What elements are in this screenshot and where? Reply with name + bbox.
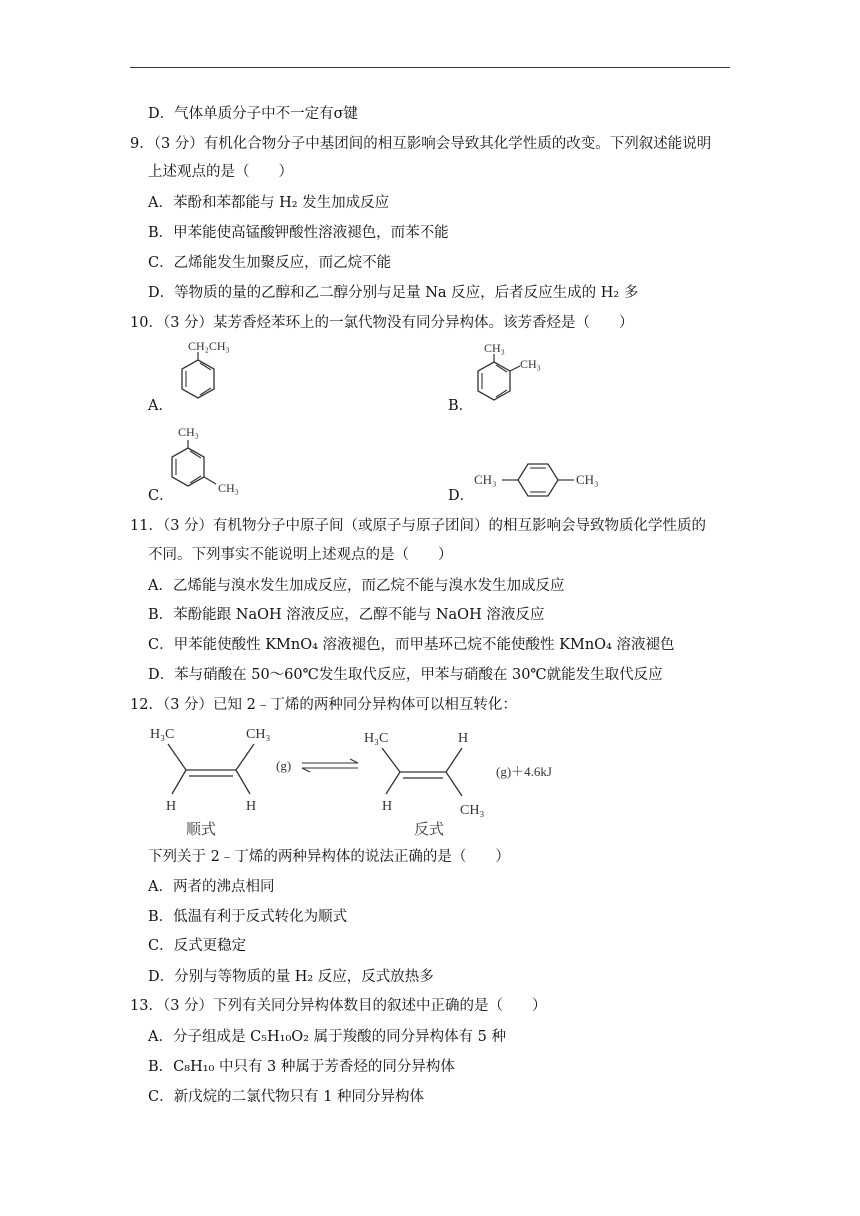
q10-option-a-label: A． xyxy=(148,398,173,414)
trans-ch3: CH₃ xyxy=(460,803,485,818)
cis-label: 顺式 xyxy=(186,820,217,838)
q9-stem-line1: 9．（3 分）有机化合物分子中基团间的相互影响会导致其化学性质的改变。下列叙述能说明 xyxy=(130,136,712,152)
q11-stem-line2: 不同。下列事实不能说明上述观点的是（ ） xyxy=(148,547,453,563)
cis-h-right: H xyxy=(246,799,257,814)
m-xylene-methyl-1: CH₃ xyxy=(178,425,199,439)
m-xylene-structure xyxy=(162,420,262,506)
cis-gas-state: (g) xyxy=(276,758,292,773)
q11-option-b: B．苯酚能跟 NaOH 溶液反应，乙醇不能与 NaOH 溶液反应 xyxy=(148,607,545,623)
q13-stem: 13．（3 分）下列有关同分异构体数目的叙述中正确的是（ ） xyxy=(130,998,547,1014)
q10-option-c-label: C． xyxy=(148,488,174,504)
trans-h3c: H₃C xyxy=(364,731,389,746)
butene-isomerization-scheme xyxy=(146,718,606,842)
q10-option-d-label: D． xyxy=(448,488,475,504)
p-xylene-methyl-right: CH₃ xyxy=(576,472,599,487)
o-xylene-methyl-1: CH₃ xyxy=(484,341,505,355)
trans-h-bottom: H xyxy=(382,799,393,814)
ethyl-substituent: CH₂CH₃ xyxy=(188,339,230,353)
q11-stem-line1: 11．（3 分）有机物分子中原子间（或原子与原子团间）的相互影响会导致物质化学性质的 xyxy=(130,518,707,534)
q12-stem: 12．（3 分）已知 2﹣丁烯的两种同分异构体可以相互转化： xyxy=(130,697,517,713)
q8-option-d: D．气体单质分子中不一定有σ键 xyxy=(148,106,359,122)
q11-option-a: A．乙烯能与溴水发生加成反应，而乙烷不能与溴水发生加成反应 xyxy=(148,578,565,594)
cis-ch3: CH₃ xyxy=(246,727,271,742)
q9-stem-line2: 上述观点的是（ ） xyxy=(148,164,293,180)
header-rule xyxy=(130,67,730,68)
q11-option-d: D．苯与硝酸在 50～60℃发生取代反应，甲苯与硝酸在 30℃就能发生取代反应 xyxy=(148,667,663,683)
ethylbenzene-structure xyxy=(162,338,252,416)
o-xylene-methyl-2: CH₃ xyxy=(520,357,541,371)
trans-label: 反式 xyxy=(414,820,445,838)
q12-option-a: A．两者的沸点相同 xyxy=(148,879,275,895)
q9-option-c: C．乙烯能发生加聚反应，而乙烷不能 xyxy=(148,255,392,271)
q11-option-c: C．甲苯能使酸性 KMnO₄ 溶液褪色，而甲基环己烷不能使酸性 KMnO₄ 溶液褪色 xyxy=(148,637,675,653)
q12-option-d: D．分别与等物质的量 H₂ 反应，反式放热多 xyxy=(148,969,434,985)
q13-option-b: B．C₈H₁₀ 中只有 3 种属于芳香烃的同分异构体 xyxy=(148,1059,455,1075)
q9-option-d: D．等物质的量的乙醇和乙二醇分别与足量 Na 反应，后者反应生成的 H₂ 多 xyxy=(148,285,639,301)
trans-h-top: H xyxy=(458,731,469,746)
cis-h3c: H₃C xyxy=(150,727,175,742)
cis-h-left: H xyxy=(166,799,177,814)
q10-stem: 10．（3 分）某芳香烃苯环上的一氯代物没有同分异构体。该芳香烃是（ ） xyxy=(130,315,634,331)
q12-option-c: C．反式更稳定 xyxy=(148,938,247,954)
m-xylene-methyl-2: CH₃ xyxy=(218,481,239,495)
trans-gas-state-heat: (g)＋4.6kJ xyxy=(496,764,552,779)
q9-option-a: A．苯酚和苯都能与 H₂ 发生加成反应 xyxy=(148,195,390,211)
q12-question: 下列关于 2﹣丁烯的两种异构体的说法正确的是（ ） xyxy=(148,849,510,865)
q9-option-b: B．甲苯能使高锰酸钾酸性溶液褪色，而苯不能 xyxy=(148,225,449,241)
o-xylene-structure xyxy=(462,338,562,416)
q12-option-b: B．低温有利于反式转化为顺式 xyxy=(148,909,348,925)
p-xylene-structure xyxy=(472,458,612,498)
q10-option-b-label: B． xyxy=(448,398,474,414)
q13-option-c: C．新戊烷的二氯代物只有 1 种同分异构体 xyxy=(148,1089,425,1105)
q13-option-a: A．分子组成是 C₅H₁₀O₂ 属于羧酸的同分异构体有 5 种 xyxy=(148,1029,507,1045)
p-xylene-methyl-left: CH₃ xyxy=(474,472,497,487)
